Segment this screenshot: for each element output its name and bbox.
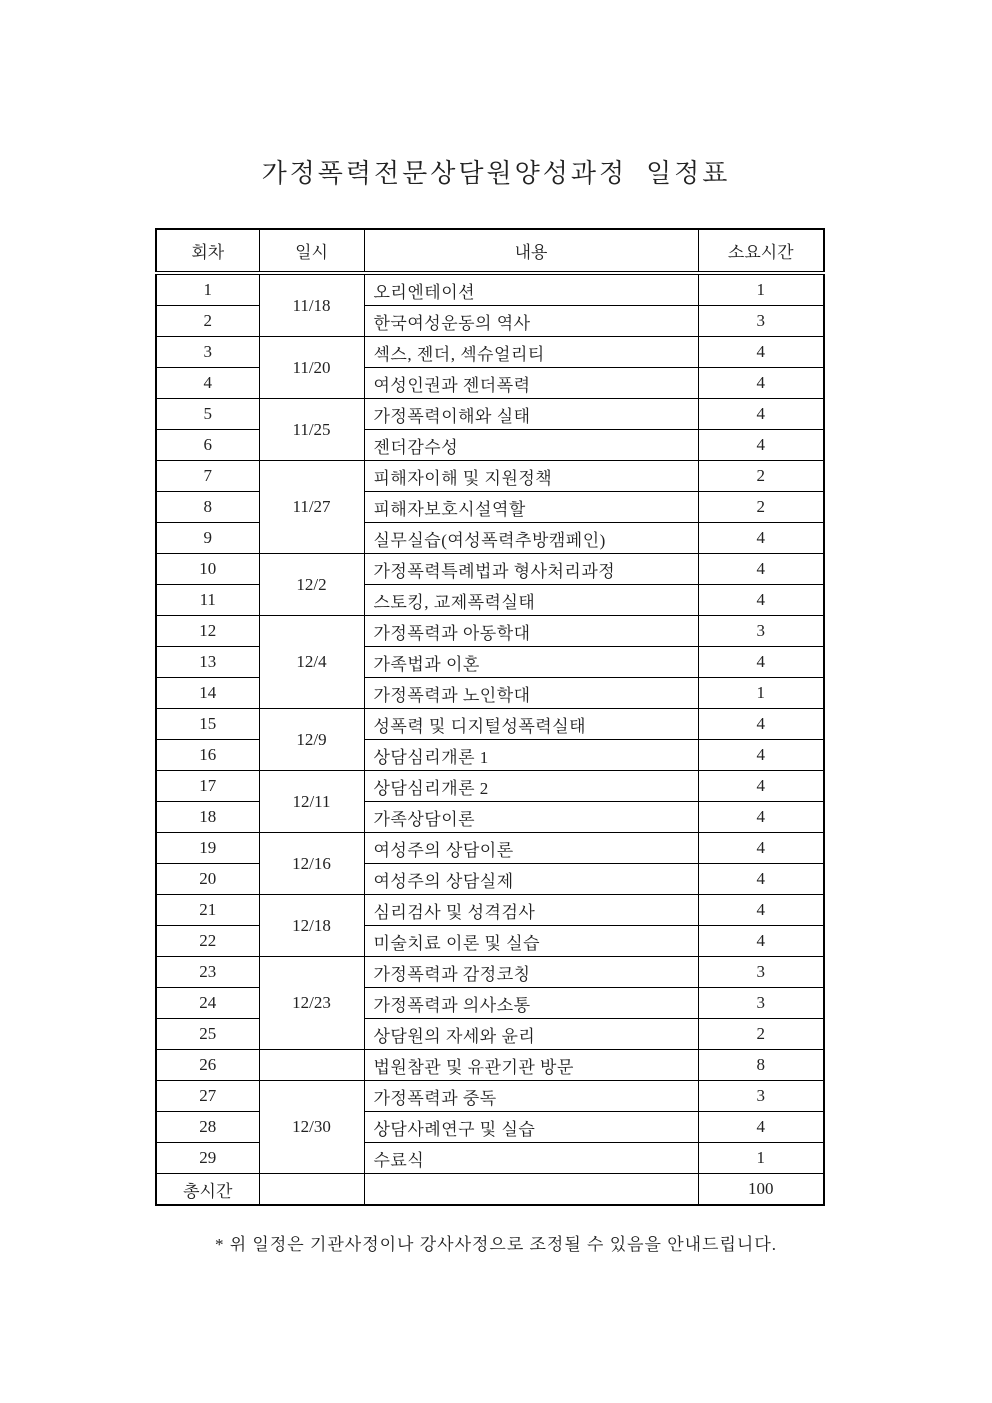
date-cell: 12/9 xyxy=(259,709,364,771)
hours-cell: 3 xyxy=(698,1081,824,1112)
content-cell: 피해자이해 및 지원정책 xyxy=(364,461,698,492)
table-row xyxy=(156,430,824,461)
total-date-cell xyxy=(259,1174,364,1206)
total-label-cell: 총시간 xyxy=(156,1174,259,1206)
date-cell: 12/23 xyxy=(259,957,364,1050)
content-cell: 여성인권과 젠더폭력 xyxy=(364,368,698,399)
session-cell: 13 xyxy=(156,647,259,678)
session-cell: 9 xyxy=(156,523,259,554)
hours-cell: 4 xyxy=(698,399,824,430)
hours-cell: 4 xyxy=(698,647,824,678)
session-cell: 11 xyxy=(156,585,259,616)
hours-cell: 2 xyxy=(698,461,824,492)
session-cell: 22 xyxy=(156,926,259,957)
hours-cell: 1 xyxy=(698,1143,824,1174)
table-header xyxy=(156,229,824,273)
content-cell: 여성주의 상담실제 xyxy=(364,864,698,895)
content-cell: 상담사례연구 및 실습 xyxy=(364,1112,698,1143)
content-cell: 여성주의 상담이론 xyxy=(364,833,698,864)
session-cell: 1 xyxy=(156,273,259,306)
content-cell: 실무실습(여성폭력추방캠페인) xyxy=(364,523,698,554)
session-cell: 19 xyxy=(156,833,259,864)
session-cell: 17 xyxy=(156,771,259,802)
hours-cell: 4 xyxy=(698,833,824,864)
table-row xyxy=(156,926,824,957)
session-cell: 25 xyxy=(156,1019,259,1050)
table-row xyxy=(156,647,824,678)
table-row xyxy=(156,399,824,430)
schedule-table xyxy=(155,228,825,1206)
content-cell: 심리검사 및 성격검사 xyxy=(364,895,698,926)
table-row xyxy=(156,957,824,988)
hours-cell: 4 xyxy=(698,709,824,740)
date-cell: 12/4 xyxy=(259,616,364,709)
col-header-date: 일시 xyxy=(259,229,364,273)
content-cell: 가정폭력과 중독 xyxy=(364,1081,698,1112)
date-cell: 11/20 xyxy=(259,337,364,399)
table-row xyxy=(156,273,824,306)
session-cell: 18 xyxy=(156,802,259,833)
date-cell xyxy=(259,1050,364,1081)
session-cell: 16 xyxy=(156,740,259,771)
session-cell: 2 xyxy=(156,306,259,337)
content-cell: 성폭력 및 디지털성폭력실태 xyxy=(364,709,698,740)
session-cell: 6 xyxy=(156,430,259,461)
date-cell: 12/18 xyxy=(259,895,364,957)
content-cell: 가정폭력이해와 실태 xyxy=(364,399,698,430)
hours-cell: 4 xyxy=(698,864,824,895)
table-row xyxy=(156,1112,824,1143)
date-cell: 12/11 xyxy=(259,771,364,833)
content-cell: 가정폭력과 노인학대 xyxy=(364,678,698,709)
content-cell: 가정폭력과 감정코칭 xyxy=(364,957,698,988)
hours-cell: 4 xyxy=(698,337,824,368)
table-row xyxy=(156,368,824,399)
hours-cell: 4 xyxy=(698,740,824,771)
session-cell: 23 xyxy=(156,957,259,988)
content-cell: 젠더감수성 xyxy=(364,430,698,461)
hours-cell: 4 xyxy=(698,368,824,399)
content-cell: 가정폭력특례법과 형사처리과정 xyxy=(364,554,698,585)
content-cell: 가정폭력과 의사소통 xyxy=(364,988,698,1019)
hours-cell: 8 xyxy=(698,1050,824,1081)
session-cell: 7 xyxy=(156,461,259,492)
table-row xyxy=(156,554,824,585)
table-row xyxy=(156,1019,824,1050)
session-cell: 5 xyxy=(156,399,259,430)
session-cell: 3 xyxy=(156,337,259,368)
table-row xyxy=(156,616,824,647)
session-cell: 28 xyxy=(156,1112,259,1143)
hours-cell: 3 xyxy=(698,616,824,647)
hours-cell: 3 xyxy=(698,957,824,988)
hours-cell: 4 xyxy=(698,926,824,957)
hours-cell: 2 xyxy=(698,492,824,523)
table-row xyxy=(156,306,824,337)
table-row xyxy=(156,1143,824,1174)
hours-cell: 3 xyxy=(698,306,824,337)
col-header-hours: 소요시간 xyxy=(698,229,824,273)
content-cell: 가족상담이론 xyxy=(364,802,698,833)
session-cell: 8 xyxy=(156,492,259,523)
page-title: 가정폭력전문상담원양성과정 일정표 xyxy=(261,159,731,188)
content-cell: 수료식 xyxy=(364,1143,698,1174)
session-cell: 4 xyxy=(156,368,259,399)
total-hours-cell: 100 xyxy=(698,1174,824,1206)
table-row xyxy=(156,833,824,864)
content-cell: 상담심리개론 1 xyxy=(364,740,698,771)
hours-cell: 4 xyxy=(698,895,824,926)
hours-cell: 4 xyxy=(698,802,824,833)
col-header-content: 내용 xyxy=(364,229,698,273)
content-cell: 법원참관 및 유관기관 방문 xyxy=(364,1050,698,1081)
session-cell: 26 xyxy=(156,1050,259,1081)
table-row xyxy=(156,771,824,802)
total-content-cell xyxy=(364,1174,698,1206)
table-row xyxy=(156,709,824,740)
content-cell: 가족법과 이혼 xyxy=(364,647,698,678)
session-cell: 27 xyxy=(156,1081,259,1112)
header-row xyxy=(156,229,824,273)
session-cell: 21 xyxy=(156,895,259,926)
hours-cell: 4 xyxy=(698,585,824,616)
date-cell: 12/16 xyxy=(259,833,364,895)
hours-cell: 4 xyxy=(698,523,824,554)
table-row xyxy=(156,523,824,554)
hours-cell: 2 xyxy=(698,1019,824,1050)
table-row xyxy=(156,988,824,1019)
content-cell: 상담원의 자세와 윤리 xyxy=(364,1019,698,1050)
date-cell: 11/18 xyxy=(259,273,364,337)
hours-cell: 4 xyxy=(698,430,824,461)
session-cell: 15 xyxy=(156,709,259,740)
session-cell: 10 xyxy=(156,554,259,585)
content-cell: 상담심리개론 2 xyxy=(364,771,698,802)
table-row xyxy=(156,461,824,492)
footnote: * 위 일정은 기관사정이나 강사사정으로 조정될 수 있음을 안내드립니다. xyxy=(215,1235,777,1254)
hours-cell: 1 xyxy=(698,678,824,709)
date-cell: 12/30 xyxy=(259,1081,364,1174)
content-cell: 섹스, 젠더, 섹슈얼리티 xyxy=(364,337,698,368)
table-row xyxy=(156,585,824,616)
hours-cell: 1 xyxy=(698,273,824,306)
date-cell: 11/25 xyxy=(259,399,364,461)
hours-cell: 4 xyxy=(698,554,824,585)
content-cell: 미술치료 이론 및 실습 xyxy=(364,926,698,957)
content-cell: 스토킹, 교제폭력실태 xyxy=(364,585,698,616)
session-cell: 24 xyxy=(156,988,259,1019)
session-cell: 12 xyxy=(156,616,259,647)
content-cell: 피해자보호시설역할 xyxy=(364,492,698,523)
hours-cell: 3 xyxy=(698,988,824,1019)
table-row xyxy=(156,1081,824,1112)
session-cell: 14 xyxy=(156,678,259,709)
content-cell: 가정폭력과 아동학대 xyxy=(364,616,698,647)
hours-cell: 4 xyxy=(698,1112,824,1143)
content-cell: 오리엔테이션 xyxy=(364,273,698,306)
table-row xyxy=(156,895,824,926)
content-cell: 한국여성운동의 역사 xyxy=(364,306,698,337)
session-cell: 20 xyxy=(156,864,259,895)
total-row xyxy=(156,1174,824,1206)
session-cell: 29 xyxy=(156,1143,259,1174)
hours-cell: 4 xyxy=(698,771,824,802)
table-row xyxy=(156,740,824,771)
table-row xyxy=(156,802,824,833)
table-row xyxy=(156,337,824,368)
table-body xyxy=(156,273,824,1205)
table-row xyxy=(156,492,824,523)
table-row xyxy=(156,864,824,895)
date-cell: 11/27 xyxy=(259,461,364,554)
date-cell: 12/2 xyxy=(259,554,364,616)
table-row xyxy=(156,1050,824,1081)
col-header-session: 회차 xyxy=(156,229,259,273)
table-row xyxy=(156,678,824,709)
